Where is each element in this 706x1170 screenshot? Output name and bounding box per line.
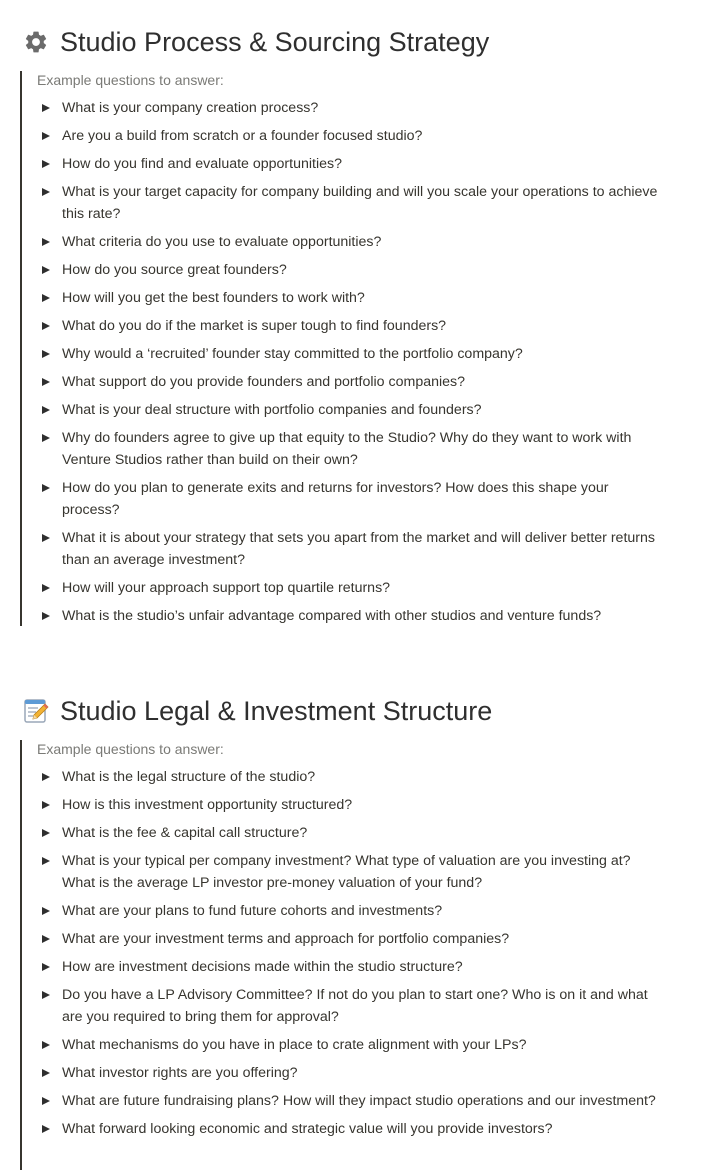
toggle-item[interactable] xyxy=(22,605,662,627)
question-list xyxy=(22,766,662,1146)
toggle-item[interactable] xyxy=(22,1034,662,1056)
questions-callout xyxy=(20,71,662,626)
question-text: What do you do if the market is super tough to find founders? xyxy=(62,318,447,334)
question-text: What are future fundraising plans? How will they impact studio operations and our investment? xyxy=(62,1093,656,1109)
toggle-triangle-icon[interactable] xyxy=(42,963,50,971)
toggle-item[interactable] xyxy=(22,427,662,471)
question-text: How do you plan to generate exits and returns for investors? How does this shape your process? xyxy=(62,480,609,518)
question-text: How do you source great founders? xyxy=(62,262,287,278)
toggle-triangle-icon[interactable] xyxy=(42,434,50,442)
toggle-item[interactable] xyxy=(22,527,662,571)
toggle-triangle-icon[interactable] xyxy=(42,484,50,492)
toggle-triangle-icon[interactable] xyxy=(42,1125,50,1133)
toggle-item[interactable] xyxy=(22,231,662,253)
toggle-item[interactable] xyxy=(22,399,662,421)
question-text: Do you have a LP Advisory Committee? If not do you plan to start one? Who is on it and what are you required to bring them for approval? xyxy=(62,987,648,1025)
toggle-triangle-icon[interactable] xyxy=(42,534,50,542)
toggle-item[interactable] xyxy=(22,97,662,119)
question-list xyxy=(22,97,662,633)
toggle-triangle-icon[interactable] xyxy=(42,612,50,620)
toggle-item[interactable] xyxy=(22,766,662,788)
toggle-triangle-icon[interactable] xyxy=(42,104,50,112)
toggle-triangle-icon[interactable] xyxy=(42,132,50,140)
toggle-item[interactable] xyxy=(22,315,662,337)
question-text: How is this investment opportunity structured? xyxy=(62,797,353,813)
question-text: How will you get the best founders to work with? xyxy=(62,290,365,306)
toggle-triangle-icon[interactable] xyxy=(42,406,50,414)
toggle-item[interactable] xyxy=(22,850,662,894)
toggle-triangle-icon[interactable] xyxy=(42,350,50,358)
toggle-item[interactable] xyxy=(22,287,662,309)
question-text: What support do you provide founders and portfolio companies? xyxy=(62,374,466,390)
question-text: What it is about your strategy that sets you apart from the market and will deliver better returns than an average investment? xyxy=(62,530,655,568)
toggle-triangle-icon[interactable] xyxy=(42,584,50,592)
toggle-item[interactable] xyxy=(22,900,662,922)
toggle-triangle-icon[interactable] xyxy=(42,322,50,330)
toggle-triangle-icon[interactable] xyxy=(42,266,50,274)
question-text: What is your deal structure with portfolio companies and founders? xyxy=(62,402,482,418)
section-title xyxy=(22,691,492,731)
toggle-triangle-icon[interactable] xyxy=(42,801,50,809)
toggle-item[interactable] xyxy=(22,1062,662,1084)
question-text: What investor rights are you offering? xyxy=(62,1065,298,1081)
question-text: Why would a ‘recruited’ founder stay committed to the portfolio company? xyxy=(62,346,523,362)
question-text: What mechanisms do you have in place to crate alignment with your LPs? xyxy=(62,1037,527,1053)
toggle-item[interactable] xyxy=(22,794,662,816)
toggle-triangle-icon[interactable] xyxy=(42,991,50,999)
question-text: What criteria do you use to evaluate opportunities? xyxy=(62,234,382,250)
toggle-triangle-icon[interactable] xyxy=(42,238,50,246)
question-text: What is the studio’s unfair advantage compared with other studios and venture funds? xyxy=(62,608,602,624)
toggle-triangle-icon[interactable] xyxy=(42,160,50,168)
memo-icon xyxy=(22,697,50,725)
question-text: How will your approach support top quartile returns? xyxy=(62,580,391,596)
toggle-item[interactable] xyxy=(22,956,662,978)
toggle-item[interactable] xyxy=(22,181,662,225)
toggle-item[interactable] xyxy=(22,1090,662,1112)
toggle-triangle-icon[interactable] xyxy=(42,857,50,865)
page-title: Studio Legal & Investment Structure xyxy=(60,695,493,726)
toggle-triangle-icon[interactable] xyxy=(42,294,50,302)
question-text: What is the fee & capital call structure? xyxy=(62,825,308,841)
toggle-item[interactable] xyxy=(22,1118,662,1140)
toggle-item[interactable] xyxy=(22,577,662,599)
toggle-triangle-icon[interactable] xyxy=(42,773,50,781)
question-text: What is the legal structure of the studio? xyxy=(62,769,316,785)
toggle-triangle-icon[interactable] xyxy=(42,378,50,386)
question-text: What are your investment terms and approach for portfolio companies? xyxy=(62,931,510,947)
question-text: What is your target capacity for company building and will you scale your operations to achieve this rate? xyxy=(62,184,658,222)
toggle-triangle-icon[interactable] xyxy=(42,1097,50,1105)
question-text: What are your plans to fund future cohorts and investments? xyxy=(62,903,443,919)
toggle-triangle-icon[interactable] xyxy=(42,935,50,943)
toggle-triangle-icon[interactable] xyxy=(42,1069,50,1077)
question-text: Why do founders agree to give up that equity to the Studio? Why do they want to work with Venture Studios rather than build on their own? xyxy=(62,430,632,468)
toggle-item[interactable] xyxy=(22,259,662,281)
gear-icon xyxy=(22,28,50,56)
toggle-item[interactable] xyxy=(22,371,662,393)
toggle-item[interactable] xyxy=(22,822,662,844)
toggle-item[interactable] xyxy=(22,343,662,365)
toggle-triangle-icon[interactable] xyxy=(42,188,50,196)
section-title xyxy=(22,22,489,62)
question-text: How do you find and evaluate opportunities? xyxy=(62,156,343,172)
callout-label: Example questions to answer: xyxy=(37,741,224,757)
page-title: Studio Process & Sourcing Strategy xyxy=(60,26,490,57)
toggle-triangle-icon[interactable] xyxy=(42,907,50,915)
toggle-item[interactable] xyxy=(22,153,662,175)
questions-callout xyxy=(20,740,662,1170)
toggle-item[interactable] xyxy=(22,125,662,147)
question-text: What is your company creation process? xyxy=(62,100,319,116)
toggle-item[interactable] xyxy=(22,477,662,521)
question-text: What is your typical per company investment? What type of valuation are you investing at? What is the average LP investor pre-money valuation of your fund? xyxy=(62,853,631,891)
toggle-item[interactable] xyxy=(22,928,662,950)
callout-label: Example questions to answer: xyxy=(37,72,224,88)
toggle-triangle-icon[interactable] xyxy=(42,1041,50,1049)
question-text: What forward looking economic and strategic value will you provide investors? xyxy=(62,1121,553,1137)
question-text: Are you a build from scratch or a founder focused studio? xyxy=(62,128,423,144)
question-text: How are investment decisions made within the studio structure? xyxy=(62,959,463,975)
toggle-item[interactable] xyxy=(22,984,662,1028)
toggle-triangle-icon[interactable] xyxy=(42,829,50,837)
